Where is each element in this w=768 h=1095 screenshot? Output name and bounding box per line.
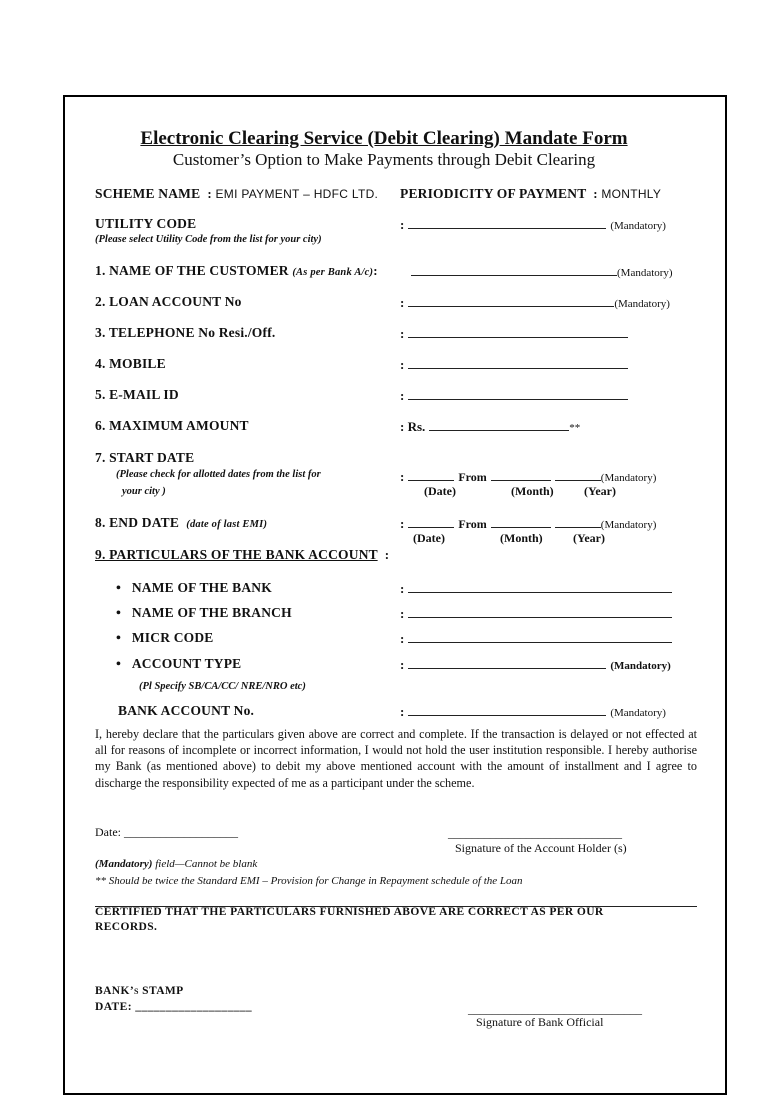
telephone-label: 3. TELEPHONE No Resi./Off.	[95, 325, 276, 340]
mobile-field[interactable]: :	[400, 356, 628, 374]
scheme-name-value: EMI PAYMENT – HDFC LTD.	[215, 187, 379, 201]
mobile-label: 4. MOBILE	[95, 356, 166, 371]
micr-code-field[interactable]: :	[400, 630, 672, 648]
start-month-sub: (Month)	[511, 484, 554, 498]
customer-name-label: 1. NAME OF THE CUSTOMER (As per Bank A/c):	[95, 263, 378, 278]
start-date-note: (Please check for allotted dates from the list for	[116, 469, 321, 480]
bank-name-field[interactable]: :	[400, 580, 672, 598]
account-type-field[interactable]: : (Mandatory)	[400, 657, 671, 672]
account-number-label: BANK ACCOUNT No.	[118, 703, 255, 718]
bank-account-heading: 9. PARTICULARS OF THE BANK ACCOUNT :	[95, 547, 390, 562]
form-subtitle: Customer’s Option to Make Payments through Debit Clearing	[172, 150, 596, 169]
bank-stamp-date[interactable]: DATE: ___________________	[95, 1001, 253, 1013]
start-date-sub: (Date)	[424, 484, 456, 498]
account-type-label: • ACCOUNT TYPE	[116, 656, 242, 672]
certified-text-2: RECORDS.	[95, 921, 158, 933]
periodicity-value: MONTHLY	[601, 187, 662, 201]
branch-name-field[interactable]: :	[400, 605, 672, 623]
telephone-field[interactable]: :	[400, 325, 628, 343]
start-year-sub: (Year)	[584, 484, 616, 498]
bank-stamp-label: BANK’s STAMP	[95, 985, 184, 997]
utility-code-note: (Please select Utility Code from the list for your city)	[95, 234, 322, 245]
email-field[interactable]: :	[400, 387, 628, 405]
bank-name-label: • NAME OF THE BANK	[116, 580, 272, 596]
signature-line: _____________________________	[448, 826, 622, 840]
utility-code-field[interactable]: : (Mandatory)	[400, 217, 666, 232]
account-number-field[interactable]: : (Mandatory)	[400, 704, 666, 719]
date-field[interactable]: Date: ___________________	[95, 825, 238, 839]
official-signature-label: Signature of Bank Official	[476, 1015, 604, 1029]
end-date-field[interactable]: : From (Mandatory)	[400, 516, 657, 531]
max-amount-label: 6. MAXIMUM AMOUNT	[95, 418, 249, 433]
account-type-note: (Pl Specify SB/CA/CC/ NRE/NRO etc)	[139, 681, 306, 692]
end-year-sub: (Year)	[573, 531, 605, 545]
micr-code-label: • MICR CODE	[116, 630, 214, 646]
declaration-text: I, hereby declare that the particulars given above are correct and complete. If the transaction is delayed or not effected at all for reasons of incomplete or incorrect information, I would not hold the user institution responsible. I hereby authorise my Bank (as mentioned above) to debit my above mentioned account with the amount of installment and I agree to discharge the responsibility expected of me as a participant under the scheme.	[95, 727, 697, 790]
start-date-note-2: your city )	[122, 486, 166, 497]
max-amount-field[interactable]: : Rs. **	[400, 419, 581, 434]
periodicity-label: PERIODICITY OF PAYMENT : MONTHLY	[400, 186, 662, 201]
utility-code-label: UTILITY CODE	[95, 216, 197, 231]
loan-account-label: 2. LOAN ACCOUNT No	[95, 294, 242, 309]
end-date-sub: (Date)	[413, 531, 445, 545]
end-date-label: 8. END DATE (date of last EMI)	[95, 515, 268, 530]
branch-name-label: • NAME OF THE BRANCH	[116, 605, 292, 621]
loan-account-field[interactable]: : (Mandatory)	[400, 295, 670, 310]
signature-label: Signature of the Account Holder (s)	[455, 841, 627, 855]
form-title: Electronic Clearing Service (Debit Clearing) Mandate Form	[140, 128, 628, 149]
scheme-name-label: SCHEME NAME : EMI PAYMENT – HDFC LTD.	[95, 186, 379, 201]
customer-name-field[interactable]: (Mandatory)	[411, 263, 673, 281]
start-date-label: 7. START DATE	[95, 450, 195, 465]
official-signature-line: _____________________________	[468, 1002, 642, 1016]
email-label: 5. E-MAIL ID	[95, 387, 179, 402]
start-date-field[interactable]: : From (Mandatory)	[400, 469, 657, 484]
end-month-sub: (Month)	[500, 531, 543, 545]
emi-note: ** Should be twice the Standard EMI – Provision for Change in Repayment schedule of the Loan	[95, 875, 523, 887]
mandatory-note: (Mandatory) field—Cannot be blank	[95, 858, 258, 870]
certified-text-1: CERTIFIED THAT THE PARTICULARS FURNISHED ABOVE ARE CORRECT AS PER OUR	[95, 906, 604, 918]
